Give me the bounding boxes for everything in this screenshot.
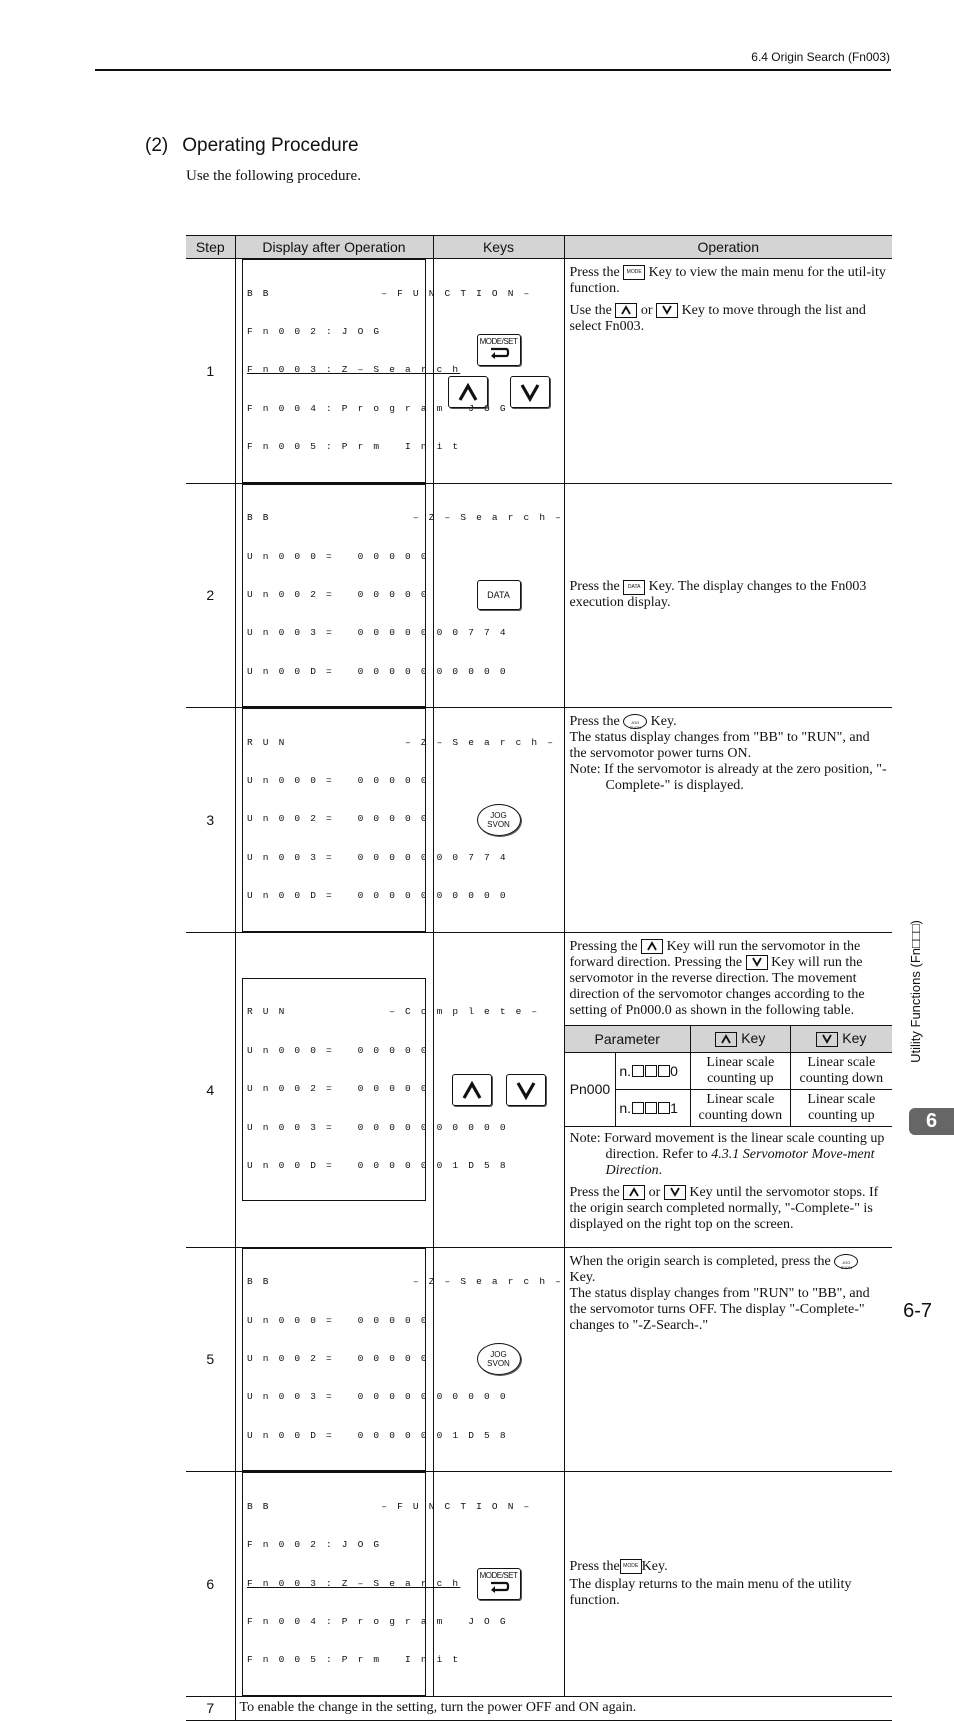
side-tab-text: Utility Functions (Fn□□□) [908, 920, 923, 1063]
lcd-line: U n 0 0 2 = 0 0 0 0 0 [247, 1353, 429, 1365]
param-prefix: n. [619, 1099, 632, 1116]
op-text: The status display changes from "RUN" to "BB", and the servomotor turns OFF. The display "-Complete-" changes to "-Z-Search-." [569, 1285, 870, 1333]
up-key[interactable] [452, 1074, 492, 1106]
param-header-down-key [790, 1025, 892, 1052]
operation-cell [564, 1247, 892, 1472]
up-arrow-icon [457, 381, 479, 403]
jog-svon-key[interactable] [477, 1343, 521, 1375]
mode-set-key-icon: MODE [623, 265, 645, 280]
page-number: 6-7 [903, 1300, 932, 1322]
side-tab [904, 908, 928, 1083]
lcd-line: U n 0 0 2 = 0 0 0 0 0 [247, 588, 429, 600]
svon-label: SVON [487, 819, 510, 829]
op-text: or [648, 1184, 661, 1200]
header-section-ref: 6.4 Origin Search (Fn003) [751, 50, 890, 64]
up-key-icon [715, 1032, 737, 1047]
op-text: Press the [569, 714, 620, 730]
mode-set-key-icon: MODE [620, 1559, 642, 1574]
down-key-icon [656, 303, 678, 318]
op-text: The status display changes from "BB" to "RUN", and the servomotor power turns ON. [569, 730, 870, 762]
step-7-text: To enable the change in the setting, turn the power OFF and ON again. [235, 1696, 892, 1720]
op-text: Pressing the [569, 938, 638, 954]
table-header-row [186, 236, 892, 259]
op-text: Press the [569, 1558, 620, 1574]
param-header-key-label: Key [842, 1030, 867, 1047]
op-note: Note: If the servomotor is already at the zero position, "-Complete-" is displayed. [569, 762, 887, 794]
up-arrow-icon [461, 1079, 483, 1101]
lcd-line: F n 0 0 4 : P r o g r a m J O G [247, 1615, 508, 1627]
step-number: 7 [186, 1696, 235, 1720]
op-text: Key will run the servomotor in the reverse direction. The movement direction of the servomotor changes according to the setting of Pn000.0 as shown in the following table. [569, 954, 865, 1018]
step-number: 2 [186, 483, 235, 708]
lcd-line: U n 0 0 0 = 0 0 0 0 0 [247, 1044, 429, 1056]
lcd-line: U n 0 0 D = 0 0 0 0 0 0 1 D 5 8 [247, 1160, 508, 1172]
param-digit: 1 [670, 1099, 678, 1116]
lcd-line: U n 0 0 3 = 0 0 0 0 0 0 0 0 0 0 [247, 1121, 508, 1133]
down-arrow-icon [519, 381, 541, 403]
table-row [186, 1696, 892, 1720]
lcd-line: B B – F U N C T I O N – [247, 287, 532, 299]
section-number: (2) [145, 135, 169, 156]
data-key-icon: DATA [623, 580, 645, 595]
step-number: 3 [186, 708, 235, 933]
data-key[interactable]: DATA [477, 580, 521, 610]
lcd-line: U n 0 0 0 = 0 0 0 0 0 [247, 1314, 429, 1326]
header-keys: Keys [433, 236, 564, 259]
operation-cell [564, 259, 892, 484]
header-display: Display after Operation [235, 236, 433, 259]
step-number: 1 [186, 259, 235, 484]
lcd-line: U n 0 0 3 = 0 0 0 0 0 0 0 7 7 4 [247, 627, 508, 639]
enter-arrow-icon [488, 1581, 510, 1593]
lcd-line: F n 0 0 4 : P r o g r a m J O G [247, 402, 508, 414]
chapter-badge: 6 [909, 1108, 954, 1135]
lcd-line: R U N – C o m p l e t e – [247, 1006, 540, 1018]
lcd-line: U n 0 0 2 = 0 0 0 0 0 [247, 813, 429, 825]
op-text: Press the [569, 265, 620, 280]
param-cell: Linear scale counting up [690, 1052, 790, 1089]
note-text: . [658, 1162, 663, 1178]
param-prefix: n. [619, 1062, 632, 1079]
section-title [145, 135, 373, 157]
op-text: Key until the servomotor stops. If the origin search completed normally, "-Complete-" is displayed on the right top on the screen. [569, 1184, 879, 1232]
mode-set-key-label: MODE/SET [479, 1570, 518, 1580]
op-text: or [640, 303, 653, 318]
up-key-icon [641, 939, 663, 954]
note-reference[interactable]: 4.3.1 Servomotor Move-ment Direction [605, 1146, 875, 1178]
jog-label: JOG [490, 1350, 507, 1360]
down-key-icon [816, 1032, 838, 1047]
op-text: Key to view the main menu for the util-ity function. [569, 265, 886, 296]
step-number: 5 [186, 1247, 235, 1472]
op-text: Key to move through the list and select Fn003. [569, 303, 866, 334]
lcd-line: F n 0 0 5 : P r m I n i t [247, 1654, 461, 1666]
operation-cell [564, 1472, 892, 1697]
param-header-up-key [690, 1025, 790, 1052]
param-value [616, 1052, 691, 1089]
lcd-line: U n 0 0 3 = 0 0 0 0 0 0 0 7 7 4 [247, 851, 508, 863]
op-text: Key. [641, 1558, 668, 1574]
op-text: Press the [569, 1184, 620, 1200]
up-key[interactable] [448, 376, 488, 408]
op-text: When the origin search is completed, press the [569, 1253, 831, 1269]
lcd-line: U n 0 0 0 = 0 0 0 0 0 [247, 550, 429, 562]
param-cell: Linear scale counting down [690, 1089, 790, 1126]
lcd-line: U n 0 0 2 = 0 0 0 0 0 [247, 1083, 429, 1095]
op-text: Use the [569, 303, 612, 318]
jog-svon-key-icon: JOG SVON [834, 1254, 858, 1269]
op-text: Key. [650, 714, 677, 730]
mode-set-key[interactable] [477, 334, 521, 366]
lcd-line: R U N – Z – S e a r c h – [247, 736, 556, 748]
parameter-table [565, 1025, 893, 1127]
lcd-line: B B – F U N C T I O N – [247, 1500, 532, 1512]
up-key-icon [615, 303, 637, 318]
mode-set-key[interactable] [477, 1568, 521, 1600]
jog-svon-key-icon: JOG SVON [623, 714, 647, 729]
op-text: Key. The display changes to the Fn003 execution display. [569, 579, 867, 611]
lcd-line: U n 0 0 D = 0 0 0 0 0 0 0 0 0 0 [247, 890, 508, 902]
table-row [186, 932, 892, 1247]
param-name: Pn000 [565, 1052, 616, 1126]
lcd-line: B B – Z – S e a r c h – [247, 512, 564, 524]
header-operation: Operation [564, 236, 892, 259]
down-key[interactable] [510, 376, 550, 408]
lcd-line-selected: F n 0 0 3 : Z – S e a r c h [247, 364, 461, 376]
down-key[interactable] [506, 1074, 546, 1106]
mode-set-key-label: MODE/SET [479, 336, 518, 346]
display-cell [235, 932, 540, 1247]
param-value [616, 1089, 691, 1126]
keys-cell [433, 1472, 564, 1697]
op-text: Key. [569, 1269, 596, 1285]
jog-svon-key[interactable] [477, 804, 521, 836]
procedure-table [186, 235, 892, 1721]
op-note [570, 1131, 888, 1179]
table-row [186, 1472, 892, 1697]
keys-cell [433, 932, 564, 1247]
operation-cell [564, 932, 892, 1247]
lcd-display [242, 978, 540, 1202]
param-digit: 0 [670, 1062, 678, 1079]
lcd-line: F n 0 0 2 : J O G [247, 325, 382, 337]
param-header-key-label: Key [741, 1030, 766, 1047]
lcd-line: U n 0 0 3 = 0 0 0 0 0 0 0 0 0 0 [247, 1391, 508, 1403]
lcd-line: U n 0 0 0 = 0 0 0 0 0 [247, 775, 429, 787]
down-key-icon [746, 955, 768, 970]
enter-arrow-icon [488, 347, 510, 359]
param-header: Parameter [565, 1025, 691, 1052]
lcd-line: F n 0 0 5 : P r m I n i t [247, 441, 461, 453]
lcd-line: U n 0 0 D = 0 0 0 0 0 0 0 0 0 0 [247, 665, 508, 677]
svon-label: SVON [487, 1359, 510, 1369]
operation-cell [564, 708, 892, 933]
up-key-icon [623, 1185, 645, 1200]
table-row [186, 708, 892, 933]
op-text: Press the [569, 579, 620, 595]
param-cell: Linear scale counting down [790, 1052, 892, 1089]
table-row [186, 483, 892, 708]
step-number: 4 [186, 932, 235, 1247]
lcd-line: F n 0 0 2 : J O G [247, 1539, 382, 1551]
table-row [186, 1247, 892, 1472]
param-cell: Linear scale counting up [790, 1089, 892, 1126]
note-text: Note: Forward movement is the linear scale counting up direction. Refer to [569, 1130, 885, 1162]
table-row [186, 259, 892, 484]
down-arrow-icon [515, 1079, 537, 1101]
op-text: The display returns to the main menu of the utility function. [569, 1576, 852, 1608]
step-number: 6 [186, 1472, 235, 1697]
jog-label: JOG [490, 810, 507, 820]
lcd-line: B B – Z – S e a r c h – [247, 1276, 564, 1288]
op-text: Key will run the servomotor in the forward direction. Pressing the [569, 938, 861, 970]
lcd-line: U n 0 0 D = 0 0 0 0 0 0 1 D 5 8 [247, 1429, 508, 1441]
section-intro: Use the following procedure. [186, 168, 361, 184]
down-key-icon [664, 1185, 686, 1200]
header-step: Step [186, 236, 235, 259]
operation-cell [564, 483, 892, 708]
header-rule [95, 69, 891, 71]
section-title-text: Operating Procedure [182, 135, 359, 156]
lcd-line-selected: F n 0 0 3 : Z – S e a r c h [247, 1577, 461, 1589]
